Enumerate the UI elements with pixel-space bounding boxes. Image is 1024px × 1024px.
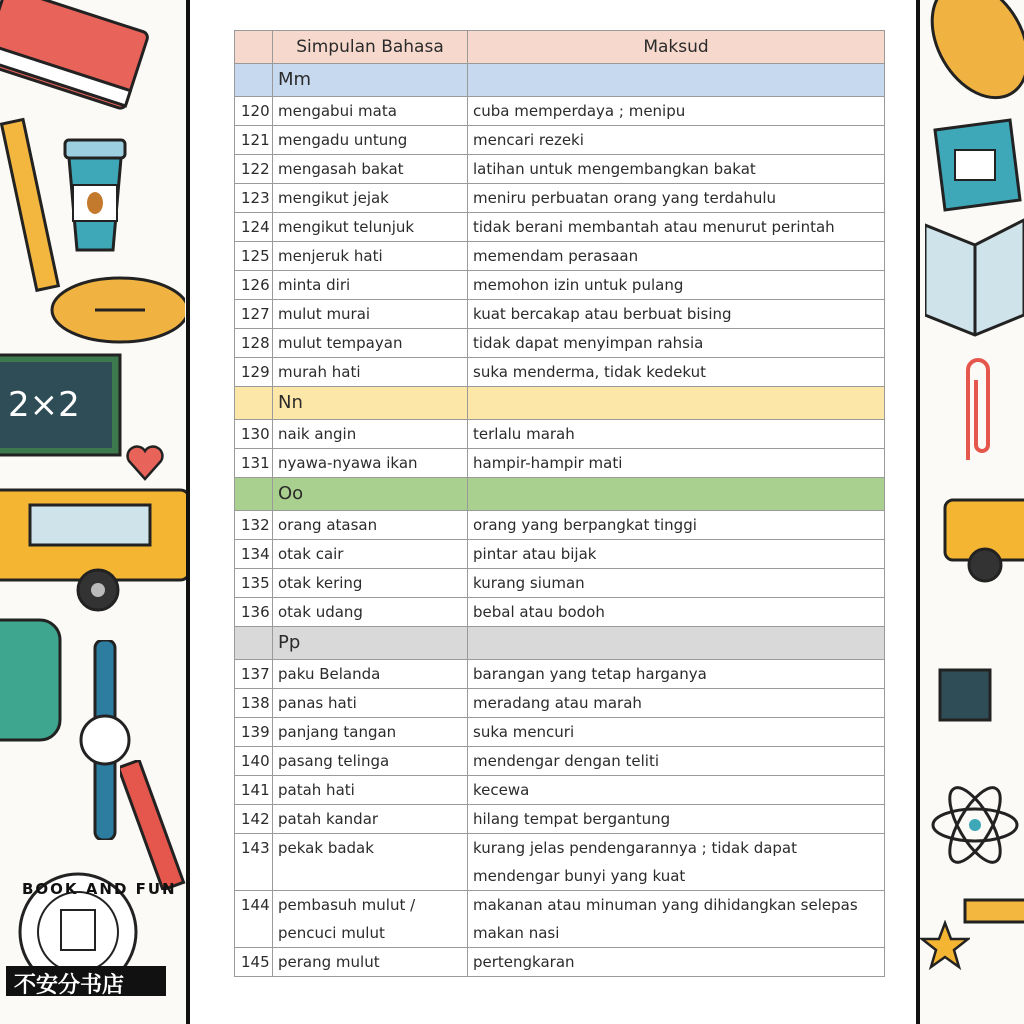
row-idiom: otak udang xyxy=(273,598,468,627)
row-idiom: perang mulut xyxy=(273,948,468,977)
row-meaning: mendengar dengan teliti xyxy=(468,747,885,776)
section-row-oo xyxy=(235,478,885,511)
row-number: 139 xyxy=(235,718,273,747)
logo-text-top: BOOK AND FUN xyxy=(22,880,177,898)
row-number: 136 xyxy=(235,598,273,627)
table-row xyxy=(235,97,885,126)
row-idiom: pembasuh mulut / pencuci mulut xyxy=(273,891,468,948)
row-number: 129 xyxy=(235,358,273,387)
row-number: 135 xyxy=(235,569,273,598)
section-number-cell xyxy=(235,64,273,97)
row-meaning: meradang atau marah xyxy=(468,689,885,718)
section-letter: Pp xyxy=(273,627,468,660)
row-meaning: tidak dapat menyimpan rahsia xyxy=(468,329,885,358)
row-number: 134 xyxy=(235,540,273,569)
row-number: 143 xyxy=(235,834,273,891)
row-meaning: pertengkaran xyxy=(468,948,885,977)
row-meaning: hampir-hampir mati xyxy=(468,449,885,478)
row-idiom: mengikut telunjuk xyxy=(273,213,468,242)
row-idiom: mulut murai xyxy=(273,300,468,329)
table-row xyxy=(235,242,885,271)
paperclip-icon xyxy=(950,350,1000,470)
header-meaning: Maksud xyxy=(468,31,885,64)
row-number: 123 xyxy=(235,184,273,213)
row-idiom: menjeruk hati xyxy=(273,242,468,271)
table-row xyxy=(235,598,885,627)
row-number: 140 xyxy=(235,747,273,776)
table-row xyxy=(235,420,885,449)
row-number: 121 xyxy=(235,126,273,155)
row-idiom: otak cair xyxy=(273,540,468,569)
section-letter: Mm xyxy=(273,64,468,97)
row-meaning: orang yang berpangkat tinggi xyxy=(468,511,885,540)
row-number: 125 xyxy=(235,242,273,271)
table-row xyxy=(235,569,885,598)
coffee-cup-icon xyxy=(55,130,135,260)
table-row xyxy=(235,300,885,329)
table-row xyxy=(235,891,885,948)
row-meaning: kurang siuman xyxy=(468,569,885,598)
row-number: 131 xyxy=(235,449,273,478)
row-idiom: mengikut jejak xyxy=(273,184,468,213)
row-idiom: murah hati xyxy=(273,358,468,387)
section-number-cell xyxy=(235,627,273,660)
row-number: 128 xyxy=(235,329,273,358)
table-row xyxy=(235,358,885,387)
table-row xyxy=(235,540,885,569)
section-letter: Oo xyxy=(273,478,468,511)
row-number: 138 xyxy=(235,689,273,718)
chalkboard-text: 2×2 xyxy=(8,385,80,425)
row-idiom: mulut tempayan xyxy=(273,329,468,358)
football-icon-right xyxy=(925,0,1024,110)
table-body xyxy=(235,64,885,977)
row-idiom: pekak badak xyxy=(273,834,468,891)
row-number: 122 xyxy=(235,155,273,184)
row-meaning: pintar atau bijak xyxy=(468,540,885,569)
book-icon xyxy=(0,0,180,120)
idiom-table xyxy=(234,30,885,977)
row-meaning: barangan yang tetap harganya xyxy=(468,660,885,689)
atom-icon xyxy=(925,770,1024,880)
row-number: 130 xyxy=(235,420,273,449)
row-number: 145 xyxy=(235,948,273,977)
row-meaning: hilang tempat bergantung xyxy=(468,805,885,834)
section-row-mm xyxy=(235,64,885,97)
section-number-cell xyxy=(235,387,273,420)
row-idiom: panas hati xyxy=(273,689,468,718)
table-row xyxy=(235,511,885,540)
row-number: 137 xyxy=(235,660,273,689)
table-row xyxy=(235,747,885,776)
row-idiom: orang atasan xyxy=(273,511,468,540)
row-idiom: nyawa-nyawa ikan xyxy=(273,449,468,478)
school-bus-icon-right xyxy=(925,470,1024,590)
section-row-pp xyxy=(235,627,885,660)
row-idiom: paku Belanda xyxy=(273,660,468,689)
row-idiom: patah hati xyxy=(273,776,468,805)
row-meaning: meniru perbuatan orang yang terdahulu xyxy=(468,184,885,213)
section-number-cell xyxy=(235,478,273,511)
heart-icon xyxy=(125,445,165,481)
row-idiom: mengabui mata xyxy=(273,97,468,126)
header-number-cell xyxy=(235,31,273,64)
row-number: 141 xyxy=(235,776,273,805)
row-meaning: memohon izin untuk pulang xyxy=(468,271,885,300)
table-row xyxy=(235,948,885,977)
row-meaning: bebal atau bodoh xyxy=(468,598,885,627)
table-row xyxy=(235,689,885,718)
row-idiom: panjang tangan xyxy=(273,718,468,747)
row-meaning: tidak berani membantah atau menurut perintah xyxy=(468,213,885,242)
header-idiom: Simpulan Bahasa xyxy=(273,31,468,64)
row-number: 120 xyxy=(235,97,273,126)
row-meaning: kurang jelas pendengarannya ; tidak dapat mendengar bunyi yang kuat xyxy=(468,834,885,891)
row-number: 144 xyxy=(235,891,273,948)
table-row xyxy=(235,805,885,834)
open-book-icon xyxy=(925,205,1024,345)
section-empty-cell xyxy=(468,64,885,97)
row-idiom: mengadu untung xyxy=(273,126,468,155)
row-meaning: suka menderma, tidak kedekut xyxy=(468,358,885,387)
row-number: 142 xyxy=(235,805,273,834)
table-row xyxy=(235,834,885,891)
row-idiom: otak kering xyxy=(273,569,468,598)
pencil-icon-right xyxy=(955,880,1024,940)
table-row xyxy=(235,449,885,478)
section-row-nn xyxy=(235,387,885,420)
row-idiom: naik angin xyxy=(273,420,468,449)
section-empty-cell xyxy=(468,627,885,660)
idiom-page xyxy=(186,0,920,1024)
football-icon xyxy=(45,270,185,350)
backpack-icon xyxy=(0,600,70,750)
row-meaning: terlalu marah xyxy=(468,420,885,449)
row-meaning: suka mencuri xyxy=(468,718,885,747)
row-meaning: kecewa xyxy=(468,776,885,805)
section-empty-cell xyxy=(468,478,885,511)
row-idiom: patah kandar xyxy=(273,805,468,834)
row-meaning: mencari rezeki xyxy=(468,126,885,155)
table-row xyxy=(235,271,885,300)
row-number: 132 xyxy=(235,511,273,540)
binder-clip-icon xyxy=(930,650,1000,730)
logo-text-bottom: 不安分书店 xyxy=(14,973,125,998)
table-row xyxy=(235,718,885,747)
table-row xyxy=(235,155,885,184)
row-meaning: makanan atau minuman yang dihidangkan selepas makan nasi xyxy=(468,891,885,948)
table-row xyxy=(235,660,885,689)
row-idiom: minta diri xyxy=(273,271,468,300)
section-empty-cell xyxy=(468,387,885,420)
table-row xyxy=(235,213,885,242)
table-row xyxy=(235,184,885,213)
section-letter: Nn xyxy=(273,387,468,420)
row-number: 124 xyxy=(235,213,273,242)
school-bus-icon xyxy=(0,480,186,620)
table-row xyxy=(235,126,885,155)
row-idiom: mengasah bakat xyxy=(273,155,468,184)
row-number: 127 xyxy=(235,300,273,329)
row-meaning: kuat bercakap atau berbuat bising xyxy=(468,300,885,329)
table-row xyxy=(235,329,885,358)
table-header-row xyxy=(235,31,885,64)
row-idiom: pasang telinga xyxy=(273,747,468,776)
table-row xyxy=(235,776,885,805)
coffee-cup-icon-right xyxy=(925,110,1024,220)
row-meaning: latihan untuk mengembangkan bakat xyxy=(468,155,885,184)
row-meaning: cuba memperdaya ; menipu xyxy=(468,97,885,126)
row-number: 126 xyxy=(235,271,273,300)
row-meaning: memendam perasaan xyxy=(468,242,885,271)
